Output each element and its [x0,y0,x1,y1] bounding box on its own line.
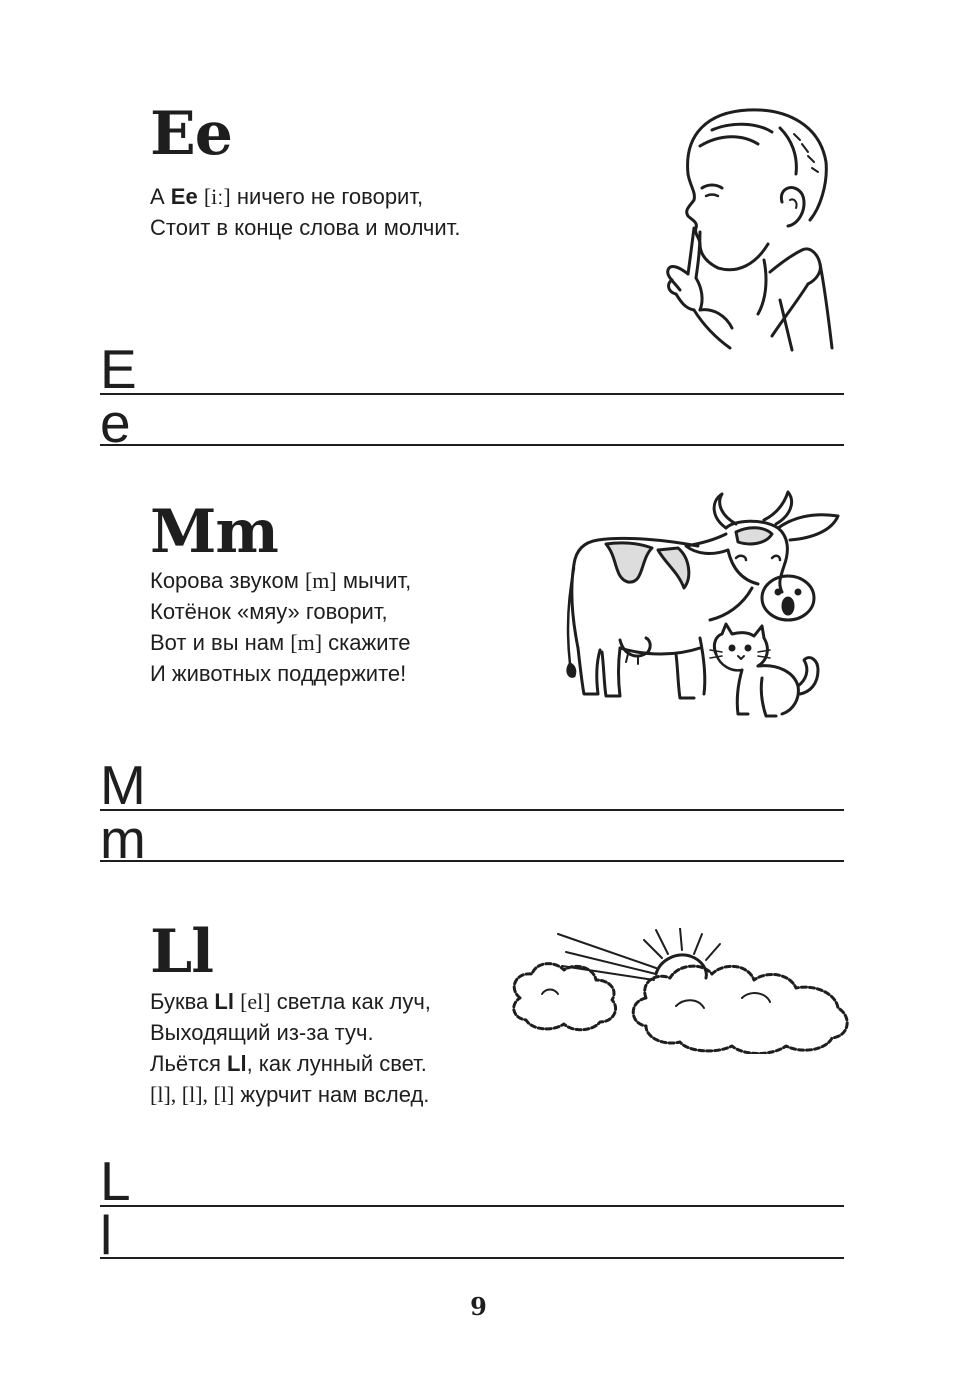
poem-text: Котёнок «мяу» говорит, [150,599,388,624]
uppercase-letter-e: E [100,338,137,400]
phonetic-transcription: [el] [240,989,271,1014]
poem-line [150,181,460,212]
poem-text: Буква [150,989,215,1014]
poem-line [150,1048,431,1079]
poem-ll [150,986,431,1110]
letter-heading-ee: Ee [150,99,232,169]
boy-finger-on-lips-illustration [660,104,840,352]
letter-heading-ll: Ll [150,917,213,987]
poem-text: , как лунный свет. [246,1051,427,1076]
writing-line [100,860,844,862]
lowercase-letter-m: m [100,808,146,870]
uppercase-letter-l: L [100,1150,131,1212]
poem-text: мычит, [336,568,412,593]
letter-name: Ll [227,1051,247,1076]
poem-ee [150,181,460,243]
poem-line [150,986,431,1017]
poem-line [150,627,411,658]
page-number: 9 [470,1292,487,1321]
poem-line [150,1017,431,1048]
uppercase-letter-m: M [100,754,146,816]
letter-name: Ll [214,989,234,1014]
poem-text: светла как луч, [270,989,431,1014]
lowercase-letter-e: e [100,392,131,454]
writing-line [100,393,844,395]
cow-and-kitten-illustration [566,488,844,728]
poem-text: скажите [322,630,411,655]
phonetic-transcription: [l], [l], [l] [150,1082,235,1107]
lowercase-letter-l: l [100,1204,113,1266]
writing-line [100,1257,844,1259]
letter-heading-mm: Mm [150,497,278,567]
poem-text: Выходящий из-за туч. [150,1020,374,1045]
poem-text: И животных поддержите! [150,661,407,686]
phonetic-transcription: [m] [290,630,323,655]
poem-line [150,596,411,627]
poem-text: А [150,184,171,209]
poem-line [150,565,411,596]
poem-line [150,658,411,689]
poem-line [150,212,460,243]
sun-behind-clouds-illustration [506,928,858,1054]
poem-mm [150,565,411,689]
writing-line [100,809,844,811]
poem-text: Вот и вы нам [150,630,291,655]
phonetic-transcription: [m] [304,568,337,593]
writing-line [100,1205,844,1207]
phonetic-transcription: [iː] [203,184,231,209]
poem-line [150,1079,431,1110]
poem-text: Стоит в конце слова и молчит. [150,215,461,240]
poem-text: Льётся [150,1051,227,1076]
poem-text: Корова звуком [150,568,305,593]
poem-text: ничего не говорит, [230,184,424,209]
poem-text: журчит нам вслед. [234,1082,430,1107]
writing-line [100,444,844,446]
letter-name: Ee [170,184,198,209]
